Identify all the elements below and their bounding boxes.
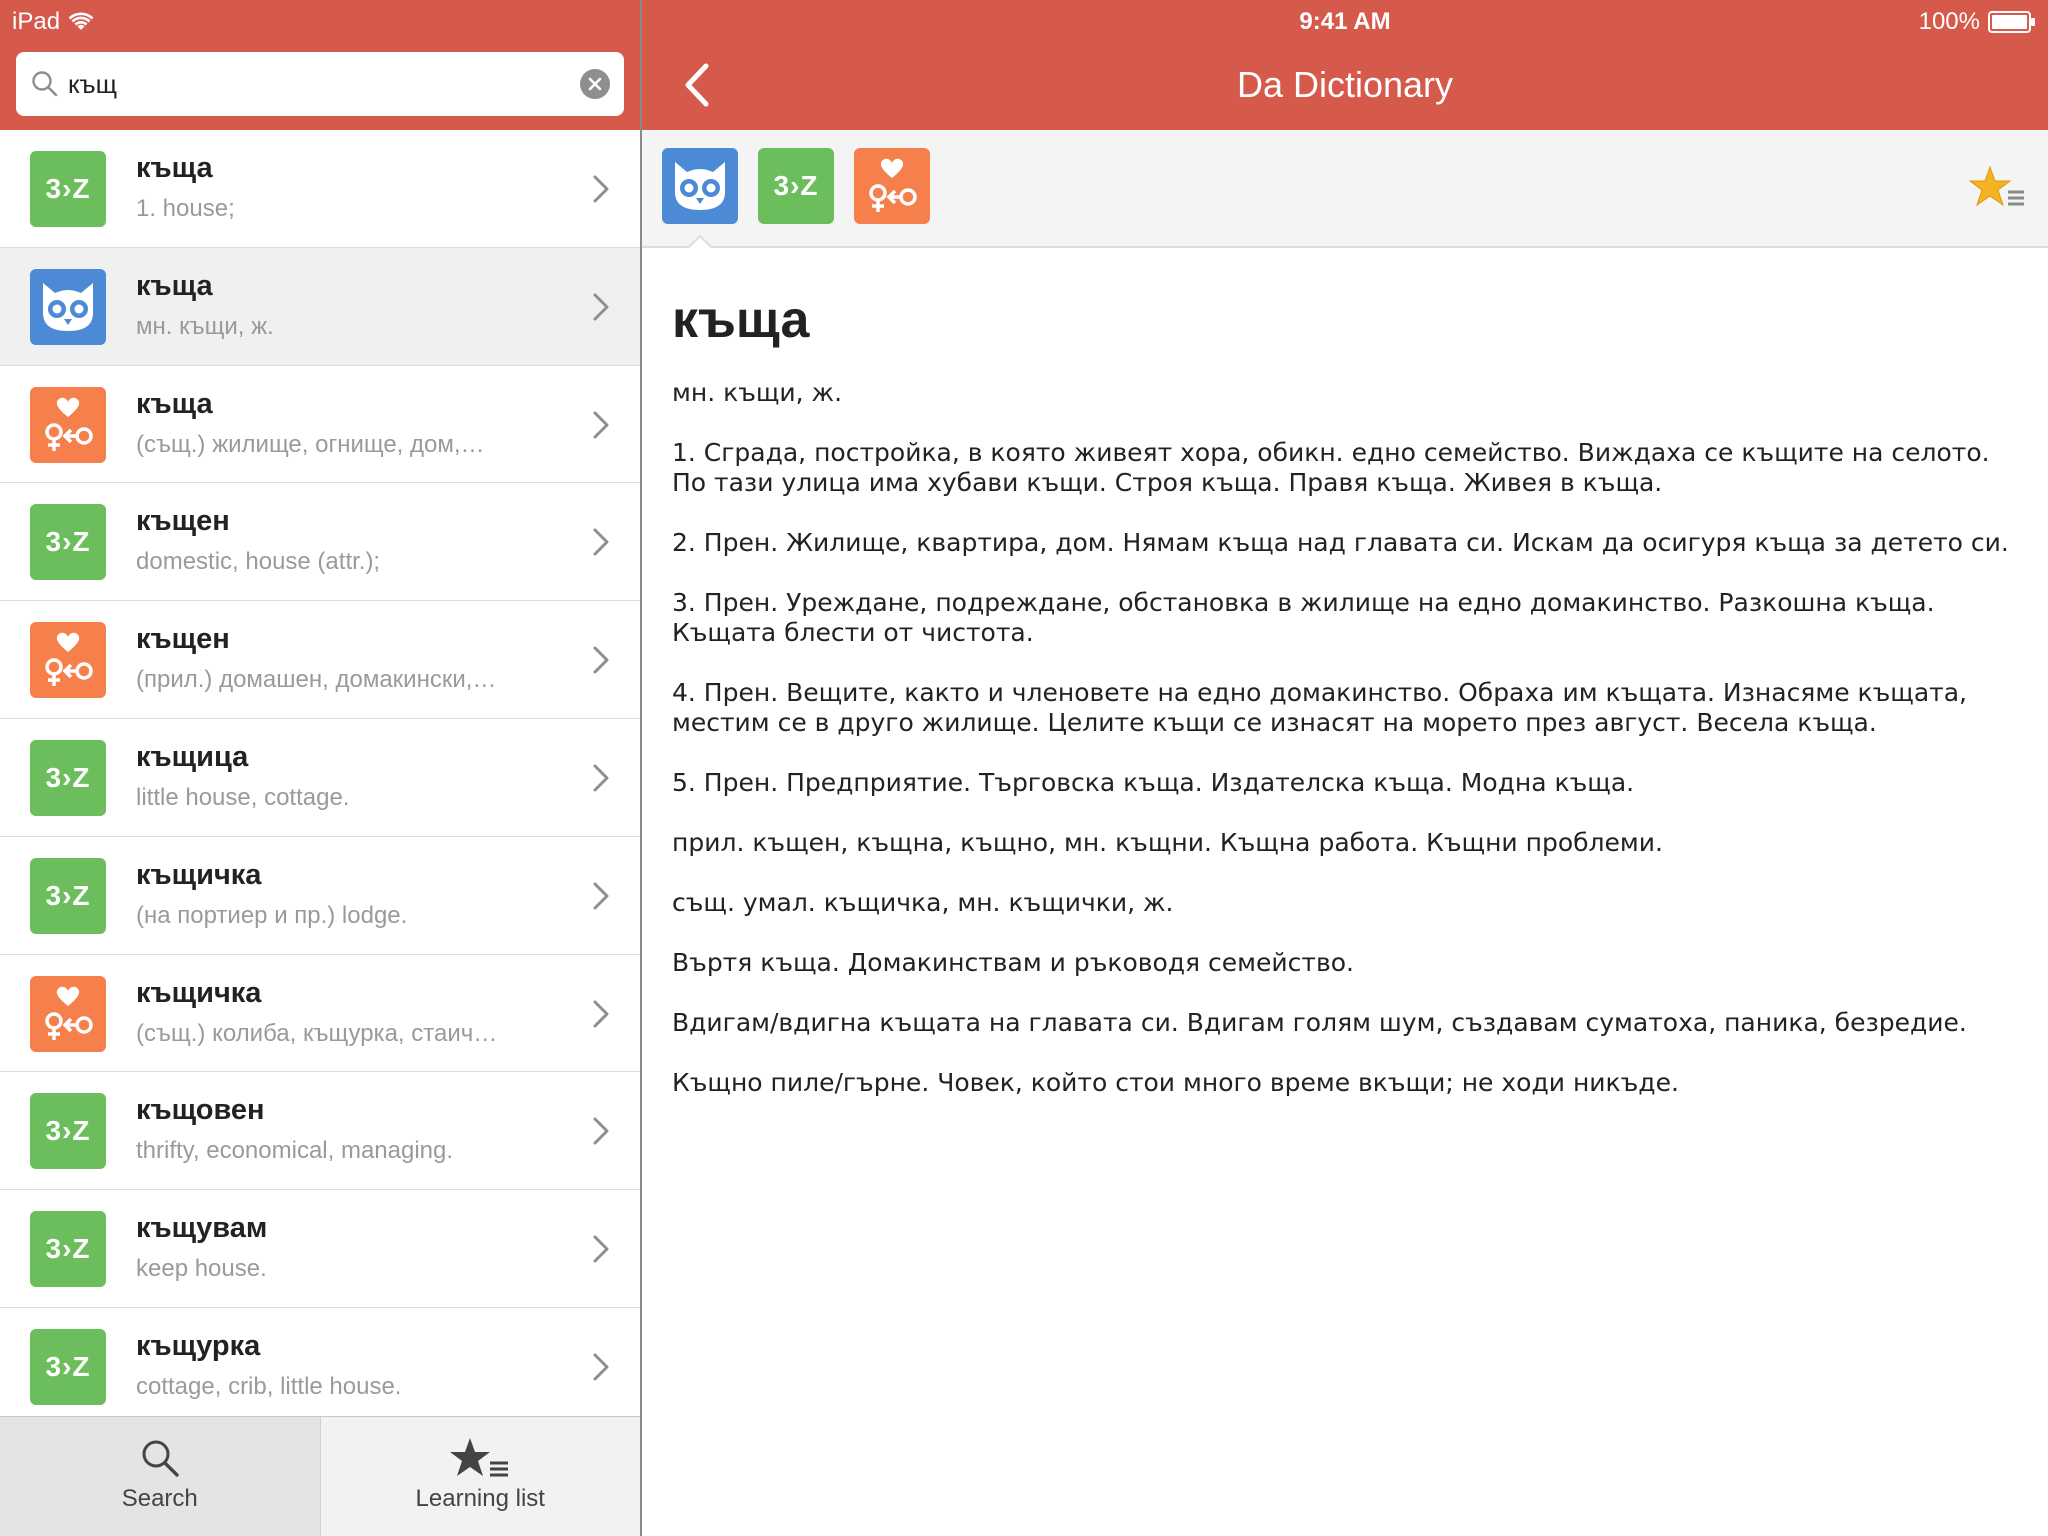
result-word: къщичка <box>136 858 262 891</box>
tab-bar <box>0 1416 640 1536</box>
search-icon <box>30 69 60 99</box>
result-row[interactable] <box>0 1308 640 1416</box>
result-text <box>136 270 560 341</box>
result-gloss: keep house. <box>136 1255 267 1283</box>
results-list <box>0 130 640 1416</box>
result-text <box>136 623 560 694</box>
entry-sense: прил. къщен, къщна, къщно, мн. къщни. Къщна работа. Къщни проблеми. <box>672 828 1663 857</box>
chevron-right-icon <box>592 1234 610 1264</box>
result-text <box>136 1330 560 1401</box>
clear-search-button[interactable] <box>580 69 610 99</box>
result-text <box>136 1094 560 1165</box>
result-word: къща <box>136 152 213 184</box>
result-row[interactable] <box>0 1072 640 1190</box>
chevron-right-icon <box>592 527 610 557</box>
entry-grammar: мн. къщи, ж. <box>672 378 843 407</box>
battery-icon <box>1988 11 2036 33</box>
entry-sense: Вдигам/вдигна къщата на главата си. Вдигам голям шум, създавам суматоха, паника, безредие. <box>672 1008 1967 1037</box>
search-input[interactable] <box>68 64 580 104</box>
source-badge <box>30 269 106 345</box>
source-owl-button[interactable] <box>662 148 738 224</box>
result-row[interactable] <box>0 366 640 484</box>
app-title: Da Dictionary <box>1236 64 1454 105</box>
source-az-button[interactable] <box>758 148 834 224</box>
close-icon <box>588 77 602 91</box>
result-row[interactable] <box>0 130 640 248</box>
owl-icon <box>669 158 731 214</box>
synonyms-icon <box>38 395 98 455</box>
tab-learning-list[interactable] <box>320 1417 641 1536</box>
result-word: къщен <box>136 505 230 538</box>
entry-sense: същ. умал. къщичка, мн. къщички, ж. <box>672 888 1174 917</box>
chevron-right-icon <box>592 999 610 1029</box>
result-row[interactable] <box>0 719 640 837</box>
source-badge <box>30 622 106 698</box>
result-text <box>136 388 560 459</box>
battery-percent: 100% <box>1918 8 1980 35</box>
source-badge <box>30 1211 106 1287</box>
result-gloss: thrifty, economical, managing. <box>136 1137 454 1165</box>
result-text <box>136 152 560 223</box>
az-icon: 3›Z <box>45 1233 91 1265</box>
synonyms-icon <box>38 984 98 1044</box>
result-text <box>136 505 560 576</box>
result-word: къща <box>136 269 213 302</box>
result-word: къщурка <box>136 1329 261 1362</box>
result-text <box>136 1212 560 1283</box>
tab-search-label: Search <box>121 1485 198 1512</box>
search-header <box>0 0 640 130</box>
entry-sense: Къщно пиле/гърне. Човек, който стои много време вкъщи; не ходи никъде. <box>672 1068 1679 1097</box>
source-badge <box>30 151 106 227</box>
chevron-right-icon <box>592 410 610 440</box>
status-bar-right <box>1919 8 2036 36</box>
entry-sense: 4. Прен. Вещите, както и членовете на едно домакинство. Обраха им къщата. Изнасяме къщата, местим се в друго жилище. Целите къщи се изнасят на морето през август. Весела къща. <box>672 678 1967 737</box>
az-icon: 3›Z <box>773 170 819 201</box>
nav-bar <box>642 0 2048 130</box>
search-field[interactable] <box>16 52 624 116</box>
result-word: къщовен <box>136 1094 265 1127</box>
status-time: 9:41 AM <box>1299 8 1391 35</box>
search-icon <box>139 1437 181 1479</box>
chevron-right-icon <box>592 881 610 911</box>
result-word: къща <box>136 387 213 420</box>
result-gloss: domestic, house (attr.); <box>136 548 381 576</box>
chevron-right-icon <box>592 1352 610 1382</box>
result-gloss: (прил.) домашен, домакински,… <box>136 666 497 694</box>
entry-sense: 5. Прен. Предприятие. Търговска къща. Издателска къща. Модна къща. <box>672 768 1635 797</box>
chevron-right-icon <box>592 1116 610 1146</box>
source-badge <box>30 387 106 463</box>
chevron-right-icon <box>592 645 610 675</box>
wifi-icon <box>68 12 94 32</box>
source-badge <box>30 1329 106 1405</box>
result-gloss: 1. house; <box>136 195 235 222</box>
result-gloss: (същ.) жилище, огнище, дом,… <box>136 430 485 458</box>
chevron-right-icon <box>592 292 610 322</box>
entry-sense: 1. Сграда, постройка, в която живеят хора, обикн. едно семейство. Виждаха се къщите на селото. По тази улица има хубави къщи. Строя къща. Правя къща. Живея в къща. <box>672 438 1990 497</box>
add-to-learning-list-icon[interactable] <box>1968 164 2028 214</box>
source-badge <box>30 740 106 816</box>
result-text <box>136 741 560 812</box>
selected-source-caret <box>688 234 712 248</box>
result-row[interactable] <box>0 1190 640 1308</box>
source-badge <box>30 858 106 934</box>
entry-body <box>672 378 2018 1098</box>
chevron-right-icon <box>592 763 610 793</box>
source-badge <box>30 504 106 580</box>
source-badge <box>30 1093 106 1169</box>
az-icon: 3›Z <box>45 526 91 558</box>
source-synonyms-button[interactable] <box>854 148 930 224</box>
result-word: къщувам <box>136 1212 268 1245</box>
result-row[interactable] <box>0 837 640 955</box>
entry-sense: 3. Прен. Уреждане, подреждане, обстановка в жилище на едно домакинство. Разкошна къща. Къщата блести от чистота. <box>672 588 1935 647</box>
device-label: iPad <box>12 8 61 35</box>
result-row[interactable] <box>0 483 640 601</box>
az-icon: 3›Z <box>45 761 91 793</box>
tab-learning-list-label: Learning list <box>415 1485 545 1512</box>
entry-sense: 2. Прен. Жилище, квартира, дом. Нямам къща над главата си. Искам да осигуря къща за детето си. <box>672 528 2009 557</box>
source-badge <box>30 976 106 1052</box>
result-word: къщен <box>136 623 230 656</box>
az-icon: 3›Z <box>45 1115 91 1147</box>
dictionary-entry <box>672 290 2018 1128</box>
az-icon: 3›Z <box>45 173 91 204</box>
result-text <box>136 859 560 930</box>
result-gloss: cottage, crib, little house. <box>136 1372 402 1400</box>
tab-search[interactable] <box>0 1417 320 1536</box>
result-row[interactable] <box>0 955 640 1073</box>
status-bar-left <box>12 8 94 36</box>
result-gloss: little house, cottage. <box>136 783 350 811</box>
star-list-icon <box>448 1437 512 1479</box>
result-text <box>136 977 560 1048</box>
entry-pane <box>642 0 2048 1536</box>
owl-icon <box>37 279 99 335</box>
result-word: къщичка <box>136 976 262 1009</box>
result-row[interactable] <box>0 248 640 366</box>
az-icon: 3›Z <box>45 1350 91 1382</box>
result-gloss: (на портиер и пр.) lodge. <box>136 901 408 929</box>
dictionary-source-bar <box>642 130 2048 248</box>
az-icon: 3›Z <box>45 879 91 911</box>
synonyms-icon <box>862 156 922 216</box>
entry-headword: къща <box>672 291 810 349</box>
chevron-right-icon <box>592 174 610 204</box>
synonyms-icon <box>38 630 98 690</box>
result-gloss: мн. къщи, ж. <box>136 312 274 340</box>
result-gloss: (същ.) колиба, къщурка, стаич… <box>136 1019 498 1047</box>
results-pane <box>0 0 640 1536</box>
result-row[interactable] <box>0 601 640 719</box>
entry-sense: Въртя къща. Домакинствам и ръководя семейство. <box>672 948 1354 977</box>
result-word: къщица <box>136 740 249 773</box>
